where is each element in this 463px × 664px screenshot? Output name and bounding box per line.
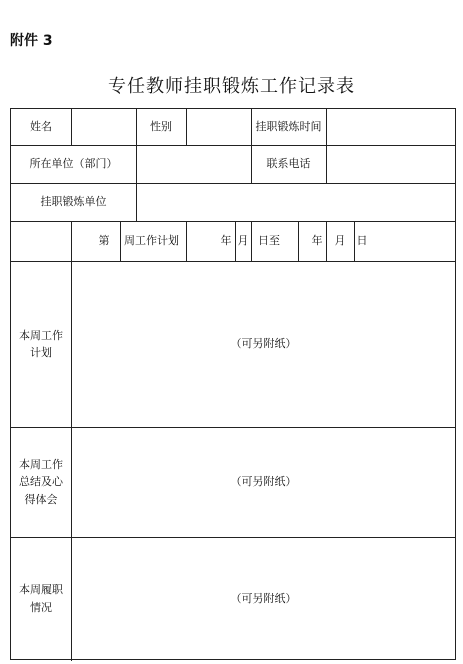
plan-label-line2: 计划 [30,346,52,359]
phone-label: 联系电话 [266,157,311,171]
duty-content-area[interactable] [71,537,456,660]
record-table [10,108,456,660]
day-to-label: 日至 [258,234,280,248]
summary-content-area[interactable] [71,427,456,537]
summary-label-line1: 本周工作 [19,458,63,472]
plan-content-area[interactable] [71,261,456,427]
unit-field[interactable] [136,145,251,183]
name-label: 姓名 [30,120,52,134]
placement-unit-label: 挂职锻炼单位 [40,195,107,209]
attachment-label: 附件 3 [10,33,53,49]
day-label-2: 日 [356,234,368,248]
period-field[interactable] [326,109,456,145]
form-title: 专任教师挂职锻炼工作记录表 [108,76,355,97]
duty-label-line1: 本周履职 [19,583,63,597]
name-field[interactable] [71,109,136,145]
gender-field[interactable] [186,109,251,145]
plan-note: （可另附纸） [230,337,297,351]
summary-note: （可另附纸） [230,475,297,489]
year-label-1: 年 [220,234,232,248]
summary-label-line3: 得体会 [24,492,58,506]
duty-label-line2: 情况 [30,600,52,614]
duty-section-label [11,537,71,660]
plan-label-line1: 本周工作 [19,328,63,342]
plan-section-label [11,261,71,427]
phone-field[interactable] [326,145,456,183]
month-label-1: 月 [237,234,249,248]
unit-label: 所在单位（部门） [29,157,118,171]
duty-note: （可另附纸） [230,591,297,605]
year-label-2: 年 [311,234,323,248]
week-plan-label: 周工作计划 [124,234,179,248]
gender-label: 性别 [150,120,172,134]
placement-unit-field[interactable] [136,183,456,221]
week-prefix: 第 [98,234,110,248]
period-label: 挂职锻炼时间 [255,120,322,134]
summary-section-label [11,427,71,537]
summary-label-line2: 总结及心 [19,475,63,489]
month-label-2: 月 [334,234,346,248]
